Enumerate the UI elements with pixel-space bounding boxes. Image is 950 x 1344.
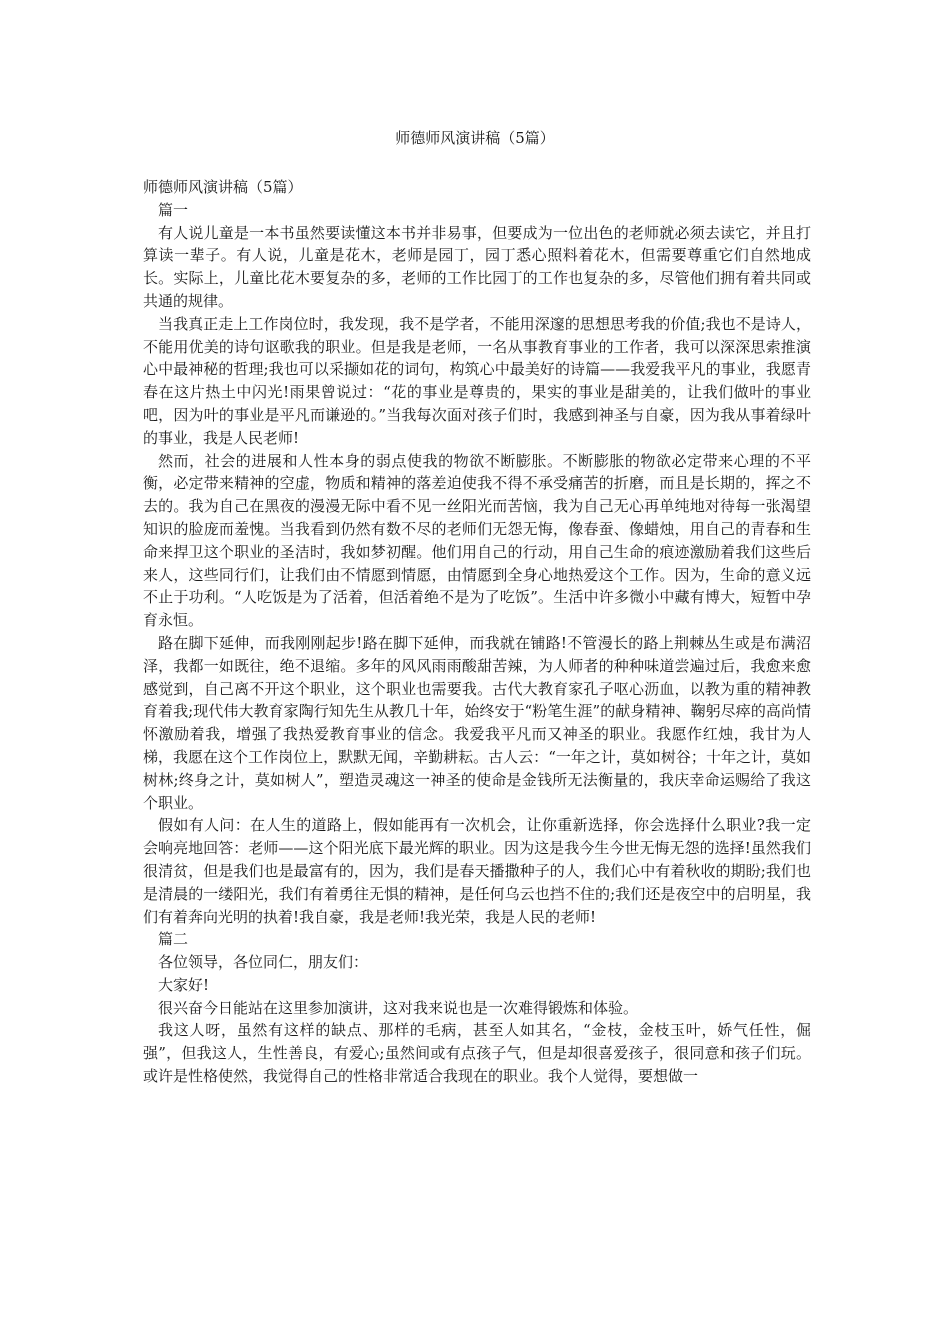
section-heading-2: 篇二 [158,930,189,949]
paragraph: 很兴奋今日能站在这里参加演讲，这对我来说也是一次难得锻炼和体验。 [158,998,639,1017]
paragraph: 当我真正走上工作岗位时，我发现，我不是学者，不能用深邃的思想思考我的价值;我也不是诗人，不能用优美的诗句讴歌我的职业。但是我是老师，一名从事教育事业的工作者，我可以深深思索推演心中最神秘的哲理;我也可以采撷如花的词句，构筑心中最美好的诗篇——我爱我平凡的事业，我愿青春在这片热土中闪光!雨果曾说过：“花的事业是尊贵的，果实的事业是甜美的，让我们做叶的事业吧，因为叶的事业是平凡而谦逊的。”当我每次面对孩子们时，我感到神圣与自豪，因为我从事着绿叶的事业，我是人民老师! [143,314,811,447]
document-body [143,176,811,1088]
greeting: 各位领导，各位同仁，朋友们： [158,953,369,972]
section-heading-1: 篇一 [158,200,189,219]
body-heading: 师德师风演讲稿（5篇） [143,178,303,196]
paragraph: 路在脚下延伸，而我刚刚起步!路在脚下延伸，而我就在铺路!不管漫长的路上荆棘丛生或是布满沼泽，我都一如既往，绝不退缩。多年的风风雨雨酸甜苦辣，为人师者的种种味道尝遍过后，我愈来愈感觉到，自己离不开这个职业，这个职业也需要我。古代大教育家孔子呕心沥血，以教为重的精神教育着我;现代伟大教育家陶行知先生从教几十年，始终安于“粉笔生涯”的献身精神、鞠躬尽瘁的高尚情怀激励着我，增强了我热爱教育事业的信念。我爱我平凡而又神圣的职业。我愿作红烛，我甘为人梯，我愿在这个工作岗位上，默默无闻，辛勤耕耘。古人云：“一年之计，莫如树谷；十年之计，莫如树林;终身之计，莫如树人”，塑造灵魂这一神圣的使命是金钱所无法衡量的，我庆幸命运赐给了我这个职业。 [143,633,811,812]
paragraph: 然而，社会的进展和人性本身的弱点使我的物欲不断膨胀。不断膨胀的物欲必定带来心理的不平衡，必定带来精神的空虚，物质和精神的落差迫使我不得不承受痛苦的折磨，而且是长期的，挥之不去的。我为自己在黑夜的漫漫无际中看不见一丝阳光而苦恼，我为自己无心再单纯地对待每一张渴望知识的脸庞而羞愧。当我看到仍然有数不尽的老师们无怨无悔，像春蚕、像蜡烛，用自己的青春和生命来捍卫这个职业的圣洁时，我如梦初醒。他们用自己的行动，用自己生命的痕迹激励着我们这些后来人，这些同行们，让我们由不情愿到情愿，由情愿到全身心地热爱这个工作。因为，生命的意义远不止于功利。“人吃饭是为了活着，但活着绝不是为了吃饭”。生活中许多微小中藏有博大，短暂中孕育永恒。 [143,451,811,630]
paragraph: 假如有人问：在人生的道路上，假如能再有一次机会，让你重新选择，你会选择什么职业?我一定会响亮地回答：老师——这个阳光底下最光辉的职业。因为这是我今生今世无悔无怨的选择!虽然我们很清贫，但是我们也是最富有的，因为，我们是春天播撒种子的人，我们心中有着秋收的期盼;我们也是清晨的一缕阳光，我们有着勇往无惧的精神，是任何乌云也挡不住的;我们还是夜空中的启明星，我们有着奔向光明的执着!我自豪，我是老师!我光荣，我是人民的老师! [143,816,811,926]
document-title: 师德师风演讲稿（5篇） [395,129,555,147]
paragraph: 有人说儿童是一本书虽然要读懂这本书并非易事，但要成为一位出色的老师就必须去读它，并且打算读一辈子。有人说，儿童是花木，老师是园丁，园丁悉心照料着花木，但需要尊重它们自然地成长。实际上，儿童比花木要复杂的多，老师的工作比园丁的工作也复杂的多，尽管他们拥有着共同或共通的规律。 [143,223,811,310]
paragraph: 我这人呀，虽然有这样的缺点、那样的毛病，甚至人如其名，“金枝，金枝玉叶，娇气任性，倔强”，但我这人，生性善良，有爱心;虽然间或有点孩子气，但是却很喜爱孩子，很同意和孩子们玩。或许是性格使然，我觉得自己的性格非常适合我现在的职业。我个人觉得，要想做一 [143,1021,811,1086]
greeting: 大家好! [158,975,210,994]
